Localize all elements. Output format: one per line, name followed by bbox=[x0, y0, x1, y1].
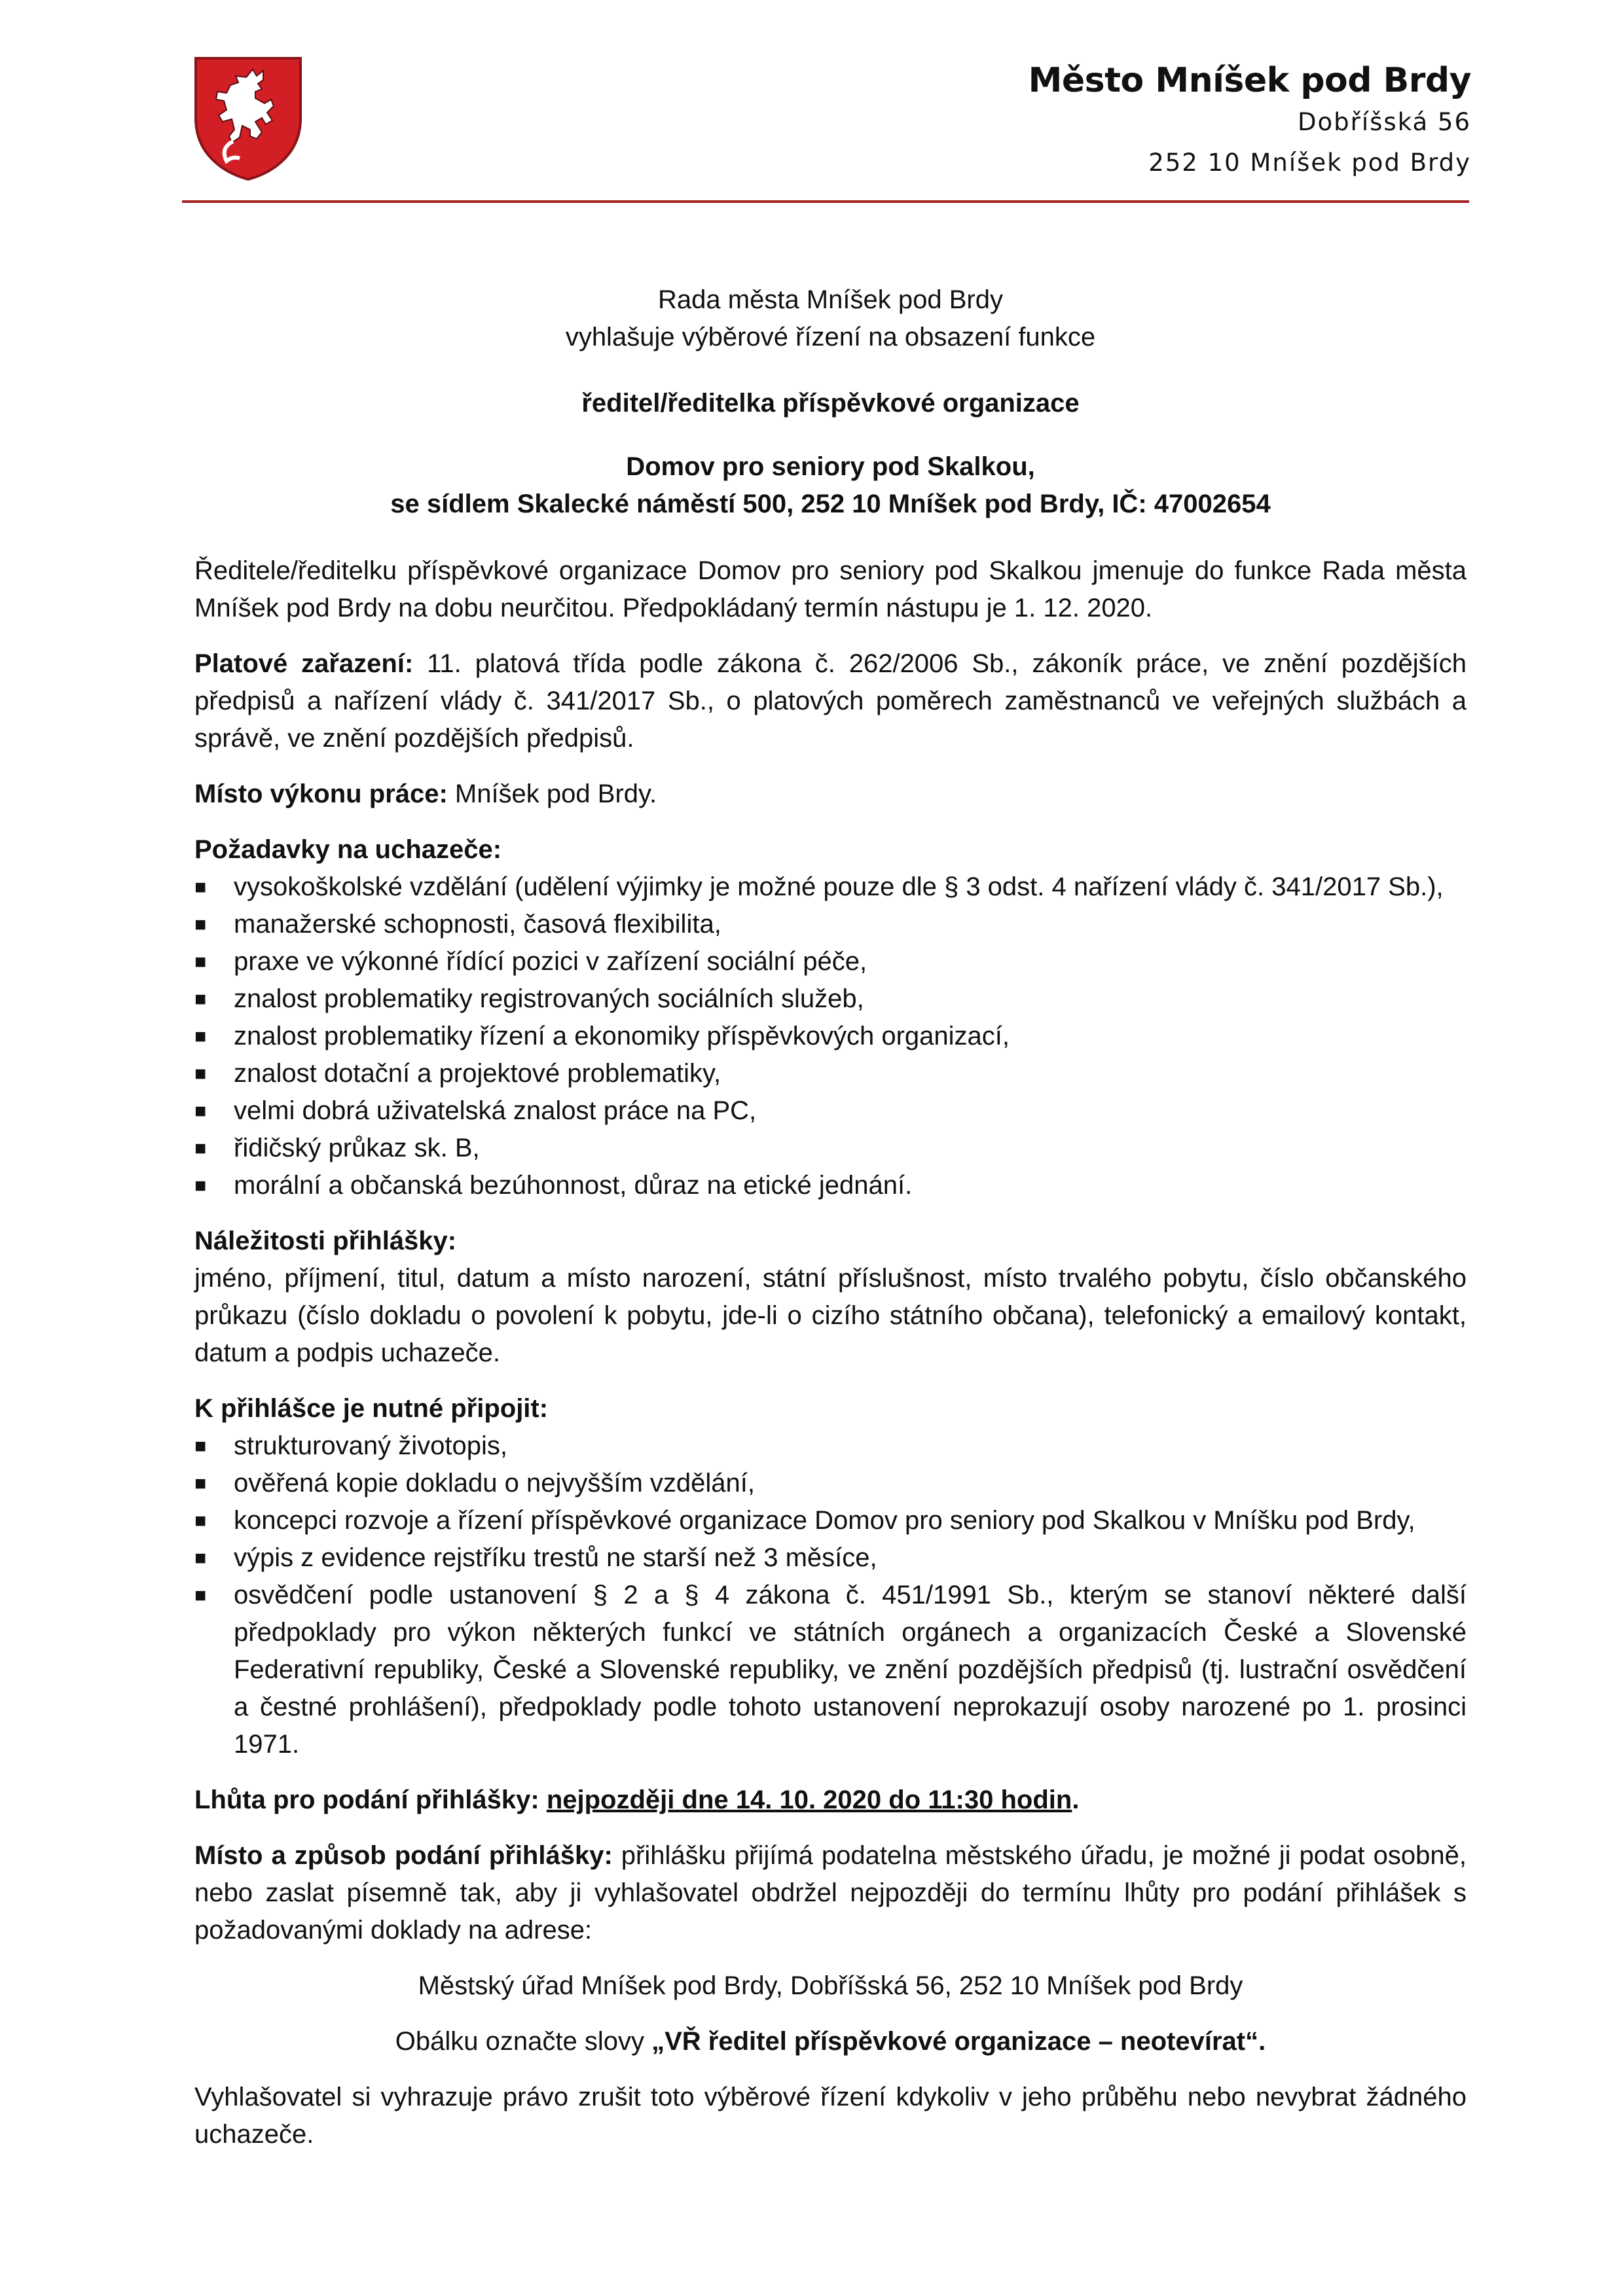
bullet-icon: ■ bbox=[194, 876, 207, 898]
bullet-icon: ■ bbox=[194, 1175, 207, 1196]
organization-line2: se sídlem Skalecké náměstí 500, 252 10 Mníšek pod Brdy, IČ: 47002654 bbox=[390, 490, 1271, 518]
list-item: ■ morální a občanská bezúhonnost, důraz na etické jednání. bbox=[194, 1167, 1467, 1204]
list-item: ■ řidičský průkaz sk. B, bbox=[194, 1130, 1467, 1167]
intro bbox=[194, 281, 1467, 356]
list-item: ■ praxe ve výkonné řídící pozici v zařízení sociální péče, bbox=[194, 943, 1467, 980]
salary-paragraph bbox=[194, 645, 1467, 757]
list-item: ■ výpis z evidence rejstříku trestů ne starší než 3 měsíce, bbox=[194, 1539, 1467, 1577]
list-item: ■ znalost dotační a projektové problematiky, bbox=[194, 1055, 1467, 1092]
bullet-icon: ■ bbox=[194, 1585, 207, 1606]
application-details-section bbox=[194, 1223, 1467, 1372]
closing-paragraph: Vyhlašovatel si vyhrazuje právo zrušit toto výběrové řízení kdykoliv v jeho průběhu nebo nevybrat žádného uchazeče. bbox=[194, 2083, 1467, 2149]
intro-line2: vyhlašuje výběrové řízení na obsazení funkce bbox=[565, 323, 1096, 351]
bullet-icon: ■ bbox=[194, 988, 207, 1010]
salary-label: Platové zařazení: bbox=[194, 649, 414, 678]
list-item: ■ ověřená kopie dokladu o nejvyšším vzdělání, bbox=[194, 1465, 1467, 1502]
bullet-icon: ■ bbox=[194, 1435, 207, 1457]
bullet-icon: ■ bbox=[194, 1063, 207, 1085]
list-item: ■ manažerské schopnosti, časová flexibilita, bbox=[194, 906, 1467, 943]
salary-text: 11. platová třída podle zákona č. 262/2006 Sb., zákoník práce, ve znění pozdějších předpisů a nařízení vlády č. 341/2017 Sb., o platových poměrech zaměstnanců ve veřejných službách a správě, ve znění pozdějších předpisů. bbox=[194, 649, 1467, 753]
attachments-heading: K přihlášce je nutné připojit: bbox=[194, 1394, 549, 1423]
attachments-list bbox=[194, 1427, 1467, 1763]
bullet-icon: ■ bbox=[194, 1026, 207, 1047]
deadline-paragraph: Lhůta pro podání přihlášky: nejpozději dne 14. 10. 2020 do 11:30 hodin. bbox=[194, 1785, 1080, 1814]
application-details-text: jméno, příjmení, titul, datum a místo narození, státní příslušnost, místo trvalého pobytu, číslo občanského průkazu (číslo dokladu o povolení k pobytu, jde-li o cizího státního občana), telefonický a emailový kontakt, datum a podpis uchazeče. bbox=[194, 1264, 1467, 1367]
document-body bbox=[194, 281, 1467, 2153]
position-title: ředitel/ředitelka příspěvkové organizace bbox=[581, 389, 1080, 418]
submission-address: Městský úřad Mníšek pod Brdy, Dobříšská 56, 252 10 Mníšek pod Brdy bbox=[418, 1971, 1243, 2000]
list-item: ■ znalost problematiky registrovaných sociálních služeb, bbox=[194, 980, 1467, 1018]
organization-title bbox=[194, 448, 1467, 523]
letterhead bbox=[1029, 59, 1471, 183]
list-item: ■ koncepci rozvoje a řízení příspěvkové organizace Domov pro seniory pod Skalkou v Mníšku pod Brdy, bbox=[194, 1502, 1467, 1539]
bullet-icon: ■ bbox=[194, 1100, 207, 1122]
bullet-icon: ■ bbox=[194, 914, 207, 935]
org-address-line1: Dobříšská 56 bbox=[1298, 108, 1471, 136]
bullet-icon: ■ bbox=[194, 1473, 207, 1494]
bullet-icon: ■ bbox=[194, 1138, 207, 1159]
envelope-mark: „VŘ ředitel příspěvkové organizace – neotevírat“. bbox=[651, 2027, 1266, 2056]
application-details-heading: Náležitosti přihlášky: bbox=[194, 1227, 457, 1255]
workplace-paragraph bbox=[194, 776, 1467, 813]
intro-line1: Rada města Mníšek pod Brdy bbox=[658, 285, 1003, 314]
list-item: ■ velmi dobrá uživatelská znalost práce na PC, bbox=[194, 1092, 1467, 1130]
envelope-instruction: Obálku označte slovy „VŘ ředitel příspěvkové organizace – neotevírat“. bbox=[395, 2027, 1266, 2056]
org-name: Město Mníšek pod Brdy bbox=[1028, 61, 1471, 100]
bullet-icon: ■ bbox=[194, 1510, 207, 1532]
list-item: ■ osvědčení podle ustanovení § 2 a § 4 zákona č. 451/1991 Sb., kterým se stanoví některé další předpoklady pro výkon některých funkcí ve státních orgánech a organizacích České a Slovenské Federativní republiky, České a Slovenské republiky, ve znění pozdějších předpisů (tj. lustrační osvědčení a čestné prohlášení), předpoklady podle tohoto ustanovení neprokazují osoby narozené po 1. prosinci 1971. bbox=[194, 1577, 1467, 1763]
list-item: ■ vysokoškolské vzdělání (udělení výjimky je možné pouze dle § 3 odst. 4 nařízení vlády č. 341/2017 Sb.), bbox=[194, 869, 1467, 906]
submission-label: Místo a způsob podání přihlášky: bbox=[194, 1841, 613, 1870]
organization-line1: Domov pro seniory pod Skalkou, bbox=[626, 452, 1035, 481]
attachments-section bbox=[194, 1390, 1467, 1763]
bullet-icon: ■ bbox=[194, 1547, 207, 1569]
submission-text: přihlášku přijímá podatelna městského úřadu, je možné ji podat osobně, nebo zaslat písemně tak, aby ji vyhlašovatel obdržel nejpozději do termínu lhůty pro podání přihlášek s požadovanými doklady na adrese: bbox=[194, 1841, 1467, 1945]
appointment-paragraph: Ředitele/ředitelku příspěvkové organizace Domov pro seniory pod Skalkou jmenuje do funkce Rada města Mníšek pod Brdy na dobu neurčitou. Předpokládaný termín nástupu je 1. 12. 2020. bbox=[194, 556, 1467, 622]
list-item: ■ znalost problematiky řízení a ekonomiky příspěvkových organizací, bbox=[194, 1018, 1467, 1055]
requirements-list bbox=[194, 869, 1467, 1204]
workplace-label: Místo výkonu práce: bbox=[194, 780, 448, 808]
header-divider bbox=[182, 200, 1469, 203]
deadline-label: Lhůta pro podání přihlášky: bbox=[194, 1785, 539, 1814]
requirements-section bbox=[194, 831, 1467, 1204]
submission-paragraph bbox=[194, 1837, 1467, 1949]
workplace-text: Mníšek pod Brdy. bbox=[447, 780, 657, 808]
requirements-heading: Požadavky na uchazeče: bbox=[194, 835, 502, 864]
deadline-value: nejpozději dne 14. 10. 2020 do 11:30 hodin bbox=[546, 1785, 1072, 1814]
bullet-icon: ■ bbox=[194, 951, 207, 973]
org-address-line2: 252 10 Mníšek pod Brdy bbox=[1148, 149, 1471, 177]
city-coat-of-arms-icon bbox=[194, 56, 302, 181]
list-item: ■ strukturovaný životopis, bbox=[194, 1427, 1467, 1465]
